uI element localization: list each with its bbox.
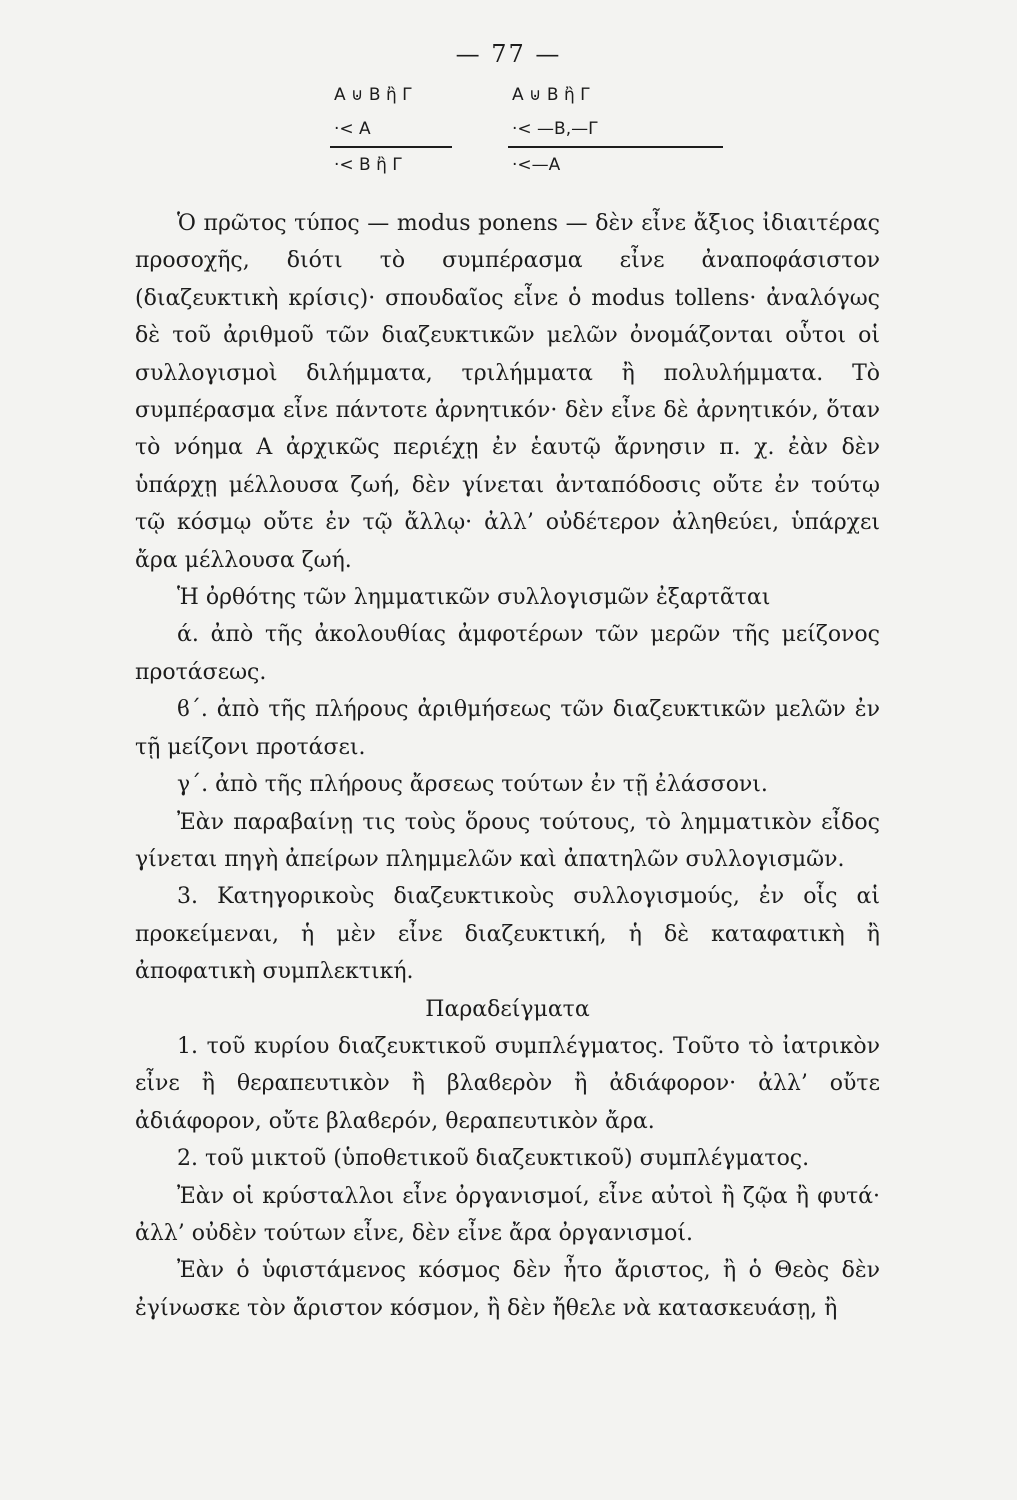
syllogism-formula-left (330, 78, 452, 182)
condition-a: ά. ἀπὸ τῆς ἀκολουθίας ἀμφοτέρων τῶν μερῶν τῆς μείζονος προτάσεως. (135, 622, 880, 685)
paragraph-modus: Ὁ πρῶτος τύπος — modus ponens — δὲν εἶνε ἄξιος ἰδιαιτέρας προσοχῆς, διότι τὸ συμπέρασμα εἶνε ἀναποφάσιστον (διαζευκτικὴ κρίσις)· σπουδαῖος εἶνε ὁ modus tollens· ἀναλόγως δὲ τοῦ ἀριθμοῦ τῶν διαζευκτικῶν μελῶν ὀνομάζονται οὗτοι οἱ συλλογισμοὶ διλήμματα, τριλήμματα ἢ πολυλήμματα. Τὸ συμπέρασμα εἶνε πάντοτε ἀρνητικόν· δὲν εἶνε δὲ ἀρνητικόν, ὅταν τὸ νόημα A ἀρχικῶς περιέχῃ ἐν ἑαυτῷ ἄρνησιν π. χ. ἐὰν δὲν ὑπάρχῃ μέλλουσα ζωή, δὲν γίνεται ἀνταπόδοσις οὔτε ἐν τούτῳ τῷ κόσμῳ οὔτε ἐν τῷ ἄλλῳ· ἀλλ’ οὐδέτερον ἀληθεύει, ὑπάρχει ἄρα μέλλουσα ζωή. (135, 211, 880, 573)
page-number: — 77 — (455, 40, 562, 68)
syllogism-formula-right (508, 78, 723, 182)
example-1: 1. τοῦ κυρίου διαζευκτικοῦ συμπλέγματος. Τοῦτο τὸ ἰατρικὸν εἶνε ἢ θεραπευτικὸν ἢ βλαϐερὸν ἢ ἀδιάφορον· ἀλλ’ οὔτε ἀδιάφορον, οὔτε βλαϐερόν, θεραπευτικὸν ἄρα. (135, 1033, 880, 1134)
body-text (135, 205, 880, 1327)
formula-premise-1: A ⊍ B ἢ Γ (334, 85, 412, 105)
section-heading-examples: Παραδείγματα (425, 996, 590, 1022)
example-2-heading: 2. τοῦ μικτοῦ (ὑποθετικοῦ διαζευκτικοῦ) συμπλέγματος. (177, 1146, 810, 1172)
paragraph-violation: Ἐὰν παραβαίνῃ τις τοὺς ὅρους τούτους, τὸ λημματικὸν εἶδος γίνεται πηγὴ ἀπείρων πλημμελῶν καὶ ἀπατηλῶν συλλογισμῶν. (135, 809, 880, 872)
paragraph-categorical: 3. Κατηγορικοὺς διαζευκτικοὺς συλλογισμούς, ἐν οἷς αἱ προκείμεναι, ἡ μὲν εἶνε διαζευκτική, ἡ δὲ καταφατικὴ ἢ ἀποφατικὴ συμπλεκτική. (135, 884, 880, 985)
formula-conclusion: ·<—A (512, 155, 561, 175)
condition-c: γ΄. ἀπὸ τῆς πλήρους ἄρσεως τούτων ἐν τῇ ἐλάσσονι. (177, 772, 768, 798)
example-2-world: Ἐὰν ὁ ὑφιστάμενος κόσμος δὲν ἦτο ἄριστος, ἢ ὁ Θεὸς δὲν ἐγίνωσκε τὸν ἄριστον κόσμον, ἢ δὲν ἤθελε νὰ κατασκευάσῃ, ἢ (135, 1258, 880, 1321)
example-2-crystals: Ἐὰν οἱ κρύσταλλοι εἶνε ὀργανισμοί, εἶνε αὐτοὶ ἢ ζῷα ἢ φυτά· ἀλλ’ οὐδὲν τούτων εἶνε, δὲν εἶνε ἄρα ὀργανισμοί. (135, 1183, 880, 1246)
formula-conclusion: ·< B ἢ Γ (334, 155, 402, 175)
formula-premise-2: ·< A (334, 119, 371, 139)
formula-premise-2: ·< —B,—Γ (512, 119, 598, 139)
paragraph-correctness: Ἡ ὀρθότης τῶν λημματικῶν συλλογισμῶν ἐξαρτᾶται (177, 585, 771, 611)
condition-b: ϐ΄. ἀπὸ τῆς πλήρους ἀριθμήσεως τῶν διαζευκτικῶν μελῶν ἐν τῇ μείζονι προτάσει. (135, 697, 880, 760)
formula-premise-1: A ⊍ B ἢ Γ (512, 85, 590, 105)
